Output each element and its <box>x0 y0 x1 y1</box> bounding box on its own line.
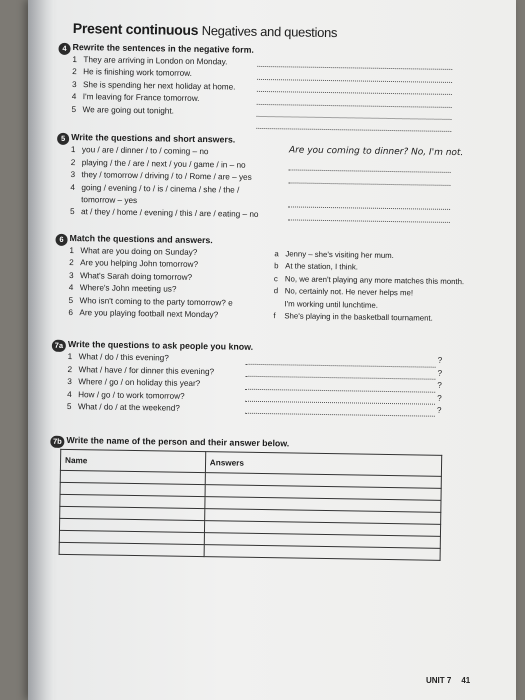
item-letter: c <box>273 273 278 283</box>
item-number: 3 <box>67 377 72 387</box>
item-text: Are you helping John tomorrow? <box>80 258 199 270</box>
item-text: What / do / at the weekend? <box>77 402 180 413</box>
item-text: He is finishing work tomorrow. <box>83 67 192 79</box>
item-number: 1 <box>69 245 75 255</box>
answers-column <box>273 248 489 326</box>
page-gutter <box>28 0 54 700</box>
item-text: She's playing in the basketball tournament. <box>284 311 433 323</box>
question-mark: ? <box>437 393 442 403</box>
table-cell[interactable] <box>204 545 440 561</box>
item-number: 4 <box>71 92 77 102</box>
item-number: 2 <box>67 364 73 374</box>
answer-line[interactable] <box>256 128 451 132</box>
item-number: 1 <box>72 54 78 65</box>
question-item <box>68 307 273 323</box>
answer-line[interactable] <box>288 219 450 223</box>
title-main: Present continuous <box>72 20 199 38</box>
exercise-number-badge: 7b <box>50 436 64 448</box>
item-text: Where / go / on holiday this year? <box>78 377 201 389</box>
handwritten-example-answer: Are you coming to dinner? No, I'm not. <box>288 145 464 159</box>
item-letter: d <box>273 286 279 296</box>
exercise-instruction: Write the name of the person and their answer below. <box>66 435 290 449</box>
answer-line[interactable] <box>245 413 435 417</box>
exercise-number-badge: 4 <box>58 43 70 55</box>
item-text: they / tomorrow / driving / to / Rome / are – yes <box>81 170 252 183</box>
item-text: Who isn't coming to the party tomorrow? e <box>79 295 233 308</box>
column-header-name: Name <box>60 450 205 473</box>
workbook-page <box>28 0 516 700</box>
exercise-instruction: Write the questions and short answers. <box>71 132 236 145</box>
item-number: 2 <box>72 67 77 77</box>
page-footer <box>426 676 470 685</box>
item-text: What are you doing on Sunday? <box>80 246 198 257</box>
item-text: I'm working until lunchtime. <box>284 298 378 310</box>
item-text: I'm leaving for France tomorrow. <box>82 92 200 104</box>
title-sub: Negatives and questions <box>201 23 338 41</box>
item-number: 5 <box>69 207 75 217</box>
item-letter: a <box>274 249 279 259</box>
item-letter: b <box>274 261 279 271</box>
item-letter: f <box>273 311 276 321</box>
exercise-number-badge: 6 <box>55 234 67 246</box>
question-mark: ? <box>437 356 443 366</box>
item-text: Are you playing football next Monday? <box>79 308 219 320</box>
item-text: She is spending her next holiday at home. <box>82 79 236 92</box>
exercise-4 <box>62 41 492 135</box>
item-number: 3 <box>70 170 76 180</box>
item-number: 6 <box>68 307 74 317</box>
item-text: Where's John meeting us? <box>79 283 177 294</box>
item-number: 5 <box>71 104 77 114</box>
column-header-answers: Answers <box>205 452 442 477</box>
exercise-7b <box>52 435 487 562</box>
question-mark: ? <box>436 405 442 415</box>
item-number: 3 <box>68 270 74 280</box>
questions-column <box>68 245 274 323</box>
exercise-instruction: Write the questions to ask people you know. <box>67 339 254 353</box>
item-number: 5 <box>66 401 72 411</box>
item-text: How / go / to work tomorrow? <box>78 389 185 401</box>
item-text: They are arriving in London on Monday. <box>83 55 228 67</box>
item-number: 4 <box>67 389 72 399</box>
exercise-6 <box>59 232 489 326</box>
item-text: you / are / dinner / to / coming – no <box>81 145 209 157</box>
item-text: What / do / this evening? <box>78 352 169 363</box>
exercise-number-badge: 7a <box>52 340 66 352</box>
answers-table <box>59 449 443 561</box>
item-number: 4 <box>70 182 76 192</box>
unit-label: UNIT 7 <box>426 676 452 685</box>
table-cell[interactable] <box>59 543 204 557</box>
exercise-instruction: Match the questions and answers. <box>69 232 213 246</box>
item-text: No, certainly not. He never helps me! <box>284 286 414 298</box>
item-text: We are going out tonight. <box>82 104 175 116</box>
item-number: 1 <box>70 145 76 155</box>
exercise-7a <box>54 339 488 420</box>
answer-item <box>273 310 488 326</box>
item-number: 2 <box>70 157 76 167</box>
item-number: 5 <box>68 295 74 305</box>
page-content <box>52 20 493 562</box>
item-number: 1 <box>67 352 73 362</box>
item-number: 3 <box>71 79 77 89</box>
exercise-5 <box>60 132 491 225</box>
item-number: 4 <box>68 283 74 293</box>
page-title <box>73 20 493 43</box>
item-text: tomorrow – yes <box>81 195 138 206</box>
item-text: What's Sarah doing tomorrow? <box>79 270 193 282</box>
exercise-number-badge: 5 <box>57 133 69 145</box>
question-mark: ? <box>437 380 442 390</box>
item-text: No, we aren't playing any more matches this month. <box>284 274 465 286</box>
item-number: 2 <box>69 258 74 268</box>
item-text: playing / the / are / next / you / game / in – no <box>81 157 246 170</box>
question-mark: ? <box>437 368 443 378</box>
item-text: going / evening / to / is / cinema / she / the / <box>81 182 240 195</box>
exercise-instruction: Rewrite the sentences in the negative form. <box>72 41 255 55</box>
item-text: What / have / for dinner this evening? <box>78 364 215 376</box>
item-text: At the station, I think. <box>285 261 359 272</box>
item-text: Jenny – she's visiting her mum. <box>285 249 394 260</box>
page-number: 41 <box>461 676 471 685</box>
item-text: at / they / home / evening / this / are / eating – no <box>80 207 259 220</box>
